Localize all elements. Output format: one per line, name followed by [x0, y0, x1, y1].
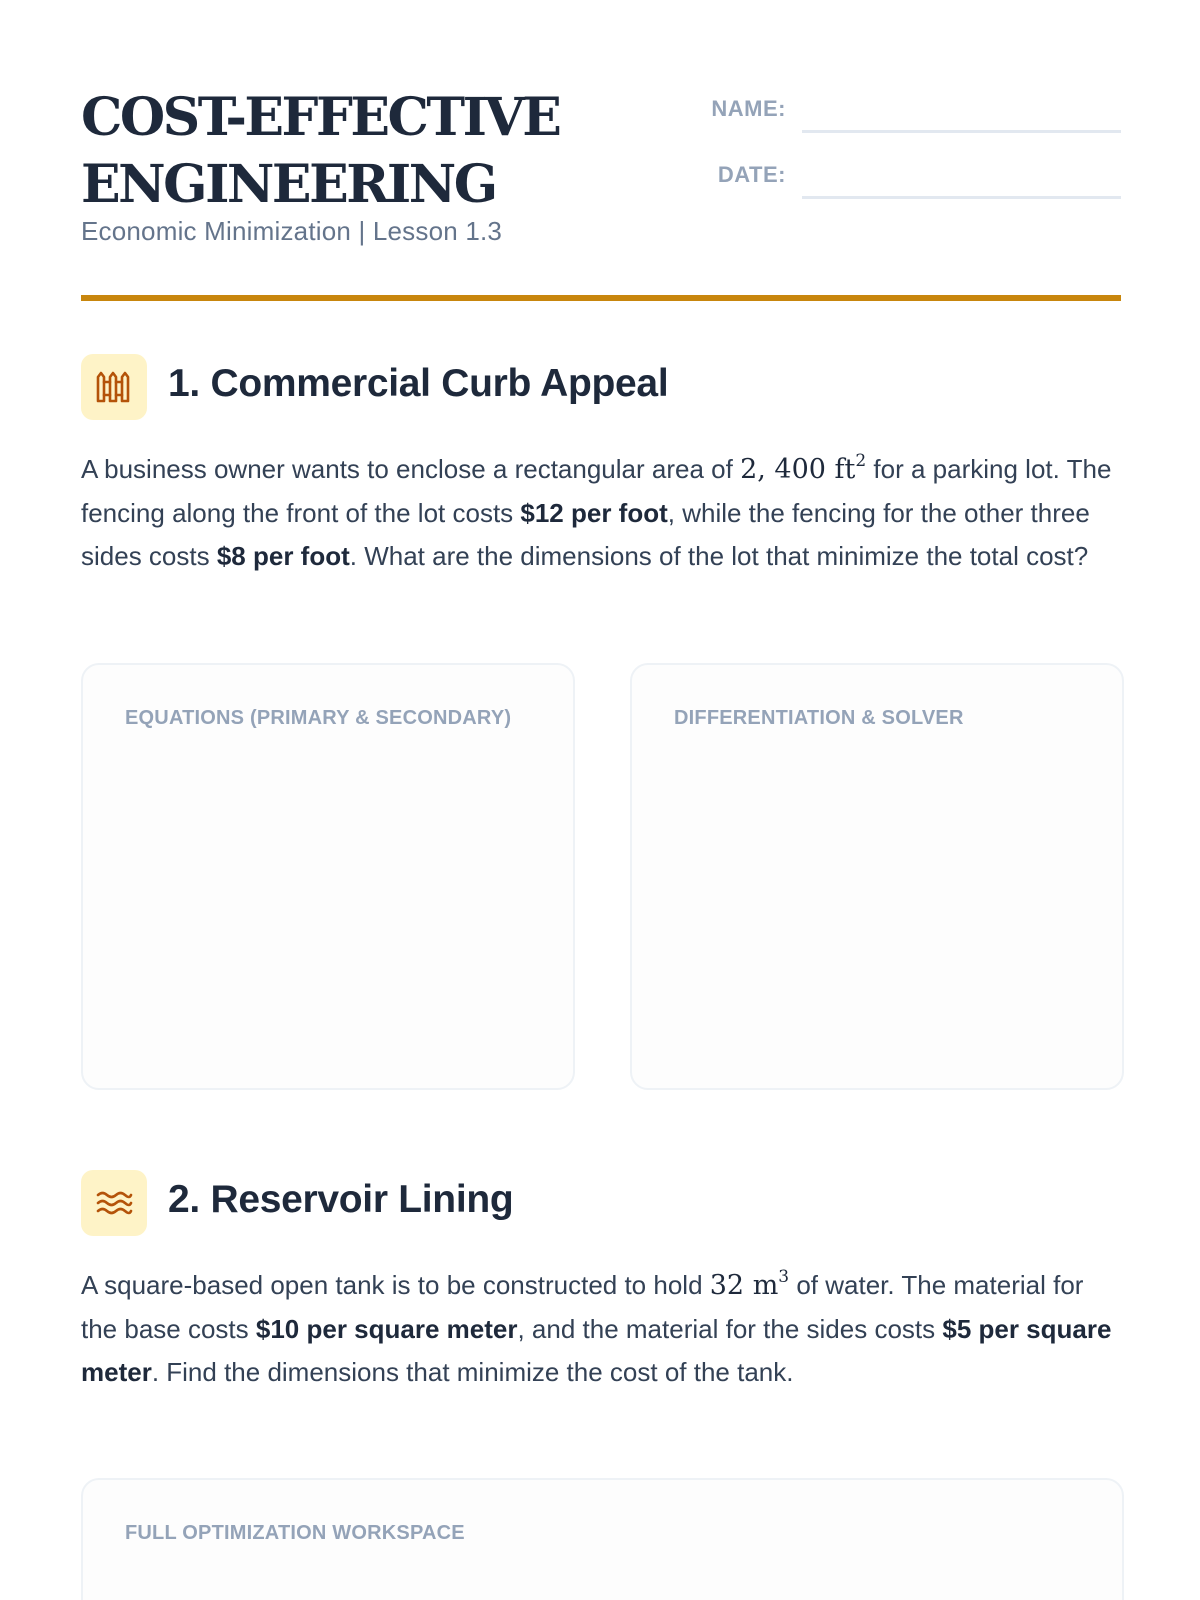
name-field[interactable] [802, 130, 1121, 133]
name-row [701, 90, 1121, 156]
area-expression: 2, 400 $ft^2$ [740, 451, 867, 485]
optimization-workspace[interactable] [81, 1478, 1124, 1600]
sides-cost: $5 per square meter [81, 1313, 1112, 1387]
volume-expression: 32 $m^3$ [709, 1267, 790, 1301]
worksheet-header [81, 84, 1121, 254]
problem-1-text: A business owner wants to enclose a rectangular area of 2, 400 $ft^2$ for a parking lot. The fencing along the front of the lot costs $12 per foot, while the fencing for the other three sides costs $8 per foot. What are the dimensions of the lot that minimize the total cost? [81, 451, 1112, 571]
workspace-label: FULL OPTIMIZATION WORKSPACE [125, 1522, 465, 1544]
problem-2-title: 2. Reservoir Lining [168, 1178, 514, 1221]
header-divider [81, 295, 1121, 301]
student-info [701, 90, 1121, 222]
problem-1-heading [81, 354, 1121, 420]
title-line-1: COST-EFFECTIVE [81, 87, 560, 148]
title-line-2: ENGINEERING [81, 154, 496, 215]
date-label: DATE: [717, 162, 786, 187]
workspace-label: DIFFERENTIATION & SOLVER [674, 707, 964, 729]
fence-icon [81, 354, 147, 420]
base-cost: $10 per square meter [255, 1313, 518, 1344]
name-label: NAME: [711, 96, 786, 121]
workspace-label: EQUATIONS (PRIMARY & SECONDARY) [125, 707, 512, 729]
problem-2-heading [81, 1170, 1121, 1236]
page-subtitle: Economic Minimization | Lesson 1.3 [81, 216, 503, 246]
date-field[interactable] [802, 196, 1121, 199]
differentiation-workspace[interactable] [630, 663, 1124, 1090]
side-cost: $8 per foot [216, 541, 350, 571]
date-row [701, 156, 1121, 222]
water-waves-icon [81, 1170, 147, 1236]
front-cost: $12 per foot [520, 497, 668, 528]
equations-workspace[interactable] [81, 663, 575, 1090]
page-title [81, 84, 641, 218]
problem-1-title: 1. Commercial Curb Appeal [168, 362, 669, 405]
problem-2-text: A square-based open tank is to be constructed to hold 32 $m^3$ of water. The material for the base costs $10 per square meter, and the material for the sides costs $5 per square meter. Find the dimensions that minimize the cost of the tank. [81, 1267, 1112, 1387]
